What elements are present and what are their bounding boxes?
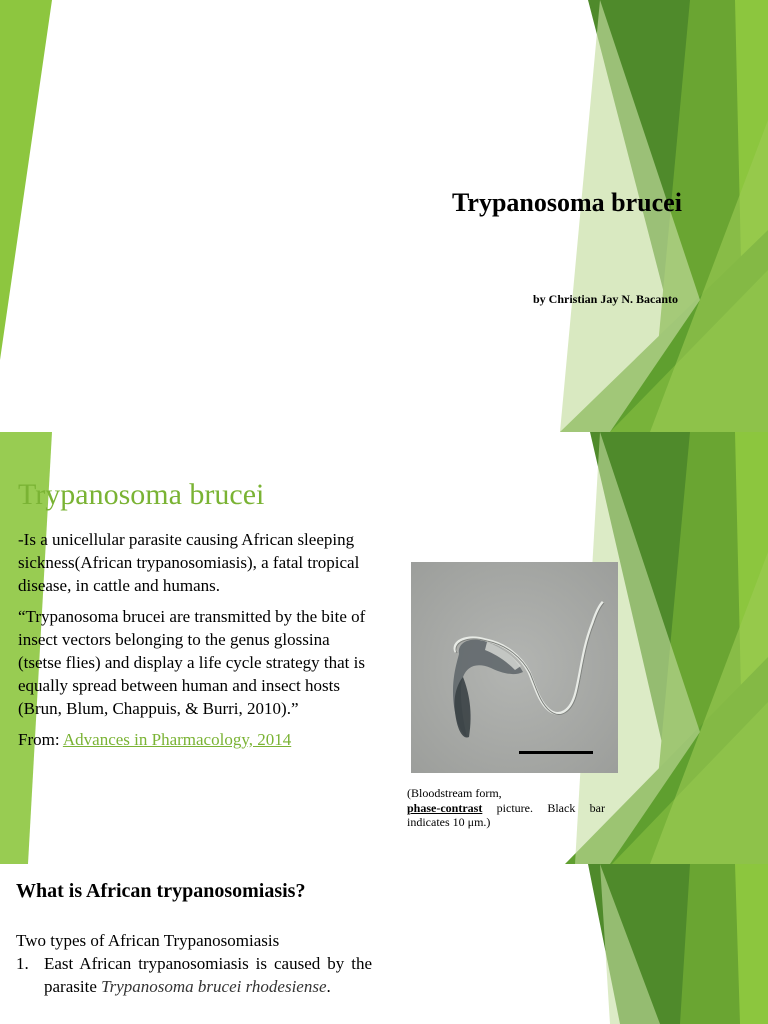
source-line [18, 728, 376, 751]
caption-part-1: (Bloodstream form, [407, 786, 502, 800]
definition-paragraph: -Is a unicellular parasite causing African sleeping sickness(African trypanosomiasis), a fatal tropical disease, in cattle and humans. [18, 530, 360, 595]
source-label: From: [18, 730, 60, 749]
microscope-image [411, 562, 618, 773]
presentation-author: by Christian Jay N. Bacanto [533, 292, 679, 306]
section-body [18, 528, 376, 759]
list-text-main: East African trypanosomiasis is caused by the parasite [44, 954, 372, 996]
caption-bold-term: phase-contrast [407, 800, 483, 815]
list-item [16, 952, 372, 998]
list-text [44, 952, 372, 998]
source-link[interactable]: Advances in Pharmacology, 2014 [62, 730, 292, 749]
list-text-end: . [326, 977, 331, 996]
intro-line: Two types of African Trypanosomiasis [16, 931, 280, 950]
image-caption [407, 786, 605, 830]
list-number: 1. [16, 954, 29, 973]
question-body [16, 929, 372, 998]
title-slide [0, 0, 768, 432]
question-heading: What is African trypanosomiasis? [16, 880, 306, 902]
section-title: Trypanosoma brucei [18, 478, 265, 511]
quote-paragraph: “Trypanosoma brucei are transmitted by the bite of insect vectors belonging to the genus glossina (tsetse flies) and display a life cycle strategy that is equally spread between human and insect hosts (Brun, Blum, Chappuis, & Burri, 2010).” [18, 607, 366, 718]
species-name: Trypanosoma brucei rhodesiense [101, 977, 327, 996]
presentation-title: Trypanosoma brucei [452, 188, 682, 217]
caption-part-2: picture. Black bar indicates 10 μm.) [407, 800, 605, 829]
